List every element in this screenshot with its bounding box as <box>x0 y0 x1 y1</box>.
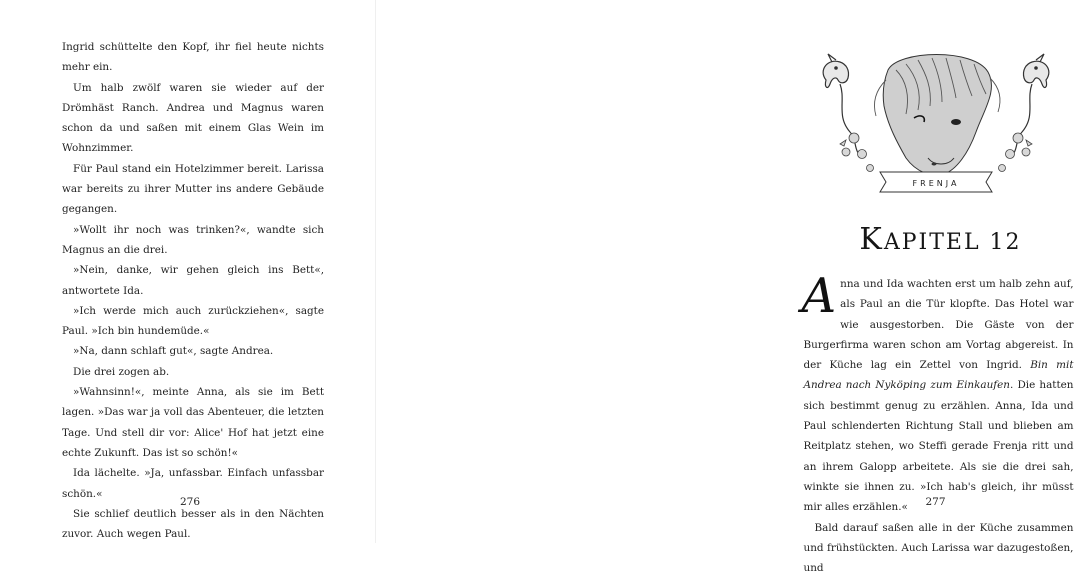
paragraph: »Nein, danke, wir gehen gleich ins Bett«, antwortete Ida. <box>62 264 324 297</box>
horse-portrait-illustration <box>806 40 1066 200</box>
paragraph: Ingrid schüttelte den Kopf, ihr fiel heute nichts mehr ein. <box>62 41 324 74</box>
paragraph <box>801 268 1074 518</box>
name-banner <box>880 172 992 192</box>
paragraph: »Wollt ihr noch was trinken?«, wandte sich Magnus an die drei. <box>62 223 324 256</box>
paragraph: Um halb zwölf waren sie wieder auf der Drömhäst Ranch. Andrea und Magnus waren schon da und saßen mit einem Glas Wein im Wohnzimmer. <box>62 81 324 155</box>
banner-name-label: FRENJA <box>912 179 959 188</box>
page-number-left: 276 <box>179 496 201 508</box>
chapter-title <box>856 222 1026 257</box>
paragraph: Für Paul stand ein Hotelzimmer bereit. Larissa war bereits zu ihrer Mutter ins andere Gebäude gegangen. <box>62 162 324 216</box>
chapter-title-rest: APITEL 12 <box>883 230 1022 255</box>
drop-cap: A <box>801 268 837 324</box>
horse-head-icon <box>874 55 999 176</box>
paragraph: »Na, dann schlaft gut«, sagte Andrea. <box>73 345 274 358</box>
right-page-text <box>801 268 1074 578</box>
paragraph-text: Die hatten sich bestimmt genug zu erzählen. Anna, Ida und Paul schlenderten Richtung Stall und blieben am Reitplatz stehen, wo Steffi gerade Frenja ritt und an ihrem Galopp arbeitete. Als sie die drei sah, winkte sie ihnen zu. »Ich hab's gleich, ihr müsst mir alles erzählen.« <box>803 379 1074 514</box>
chapter-title-initial: K <box>859 222 884 257</box>
left-page <box>0 0 376 543</box>
paragraph-text: nna und Ida wachten erst um halb zehn auf, als Paul an die Tür klopfte. Das Hotel war wie ausgestorben. Die Gäste von der Burgerfirma waren schon am Vortag abgereist. In der Küche lag ein Zettel von Ingrid. <box>803 278 1074 372</box>
right-page <box>376 0 1074 575</box>
paragraph: Die drei zogen ab. <box>73 365 170 378</box>
page-number-right: 277 <box>925 496 946 508</box>
left-page-text <box>62 37 324 544</box>
paragraph: Bald darauf saßen alle in der Küche zusammen und frühstückten. Auch Larissa war dazugestoßen, und <box>803 521 1074 575</box>
note-text: Bin mit Andrea nach Nyköping zum Einkaufen. <box>803 359 1074 392</box>
paragraph: Ida lächelte. »Ja, unfassbar. Einfach unfassbar schön.« <box>62 467 324 500</box>
paragraph: Sie schlief deutlich besser als in den Nächten zuvor. Auch wegen Paul. <box>62 507 324 541</box>
paragraph: »Ich werde mich auch zurückziehen«, sagte Paul. »Ich bin hundemüde.« <box>62 304 324 338</box>
paragraph: »Wahnsinn!«, meinte Anna, als sie im Bett lagen. »Das war ja voll das Abenteuer, die letzten Tage. Und stell dir vor: Alice' Hof hat jetzt eine echte Zukunft. Das ist so schön!« <box>62 386 324 459</box>
